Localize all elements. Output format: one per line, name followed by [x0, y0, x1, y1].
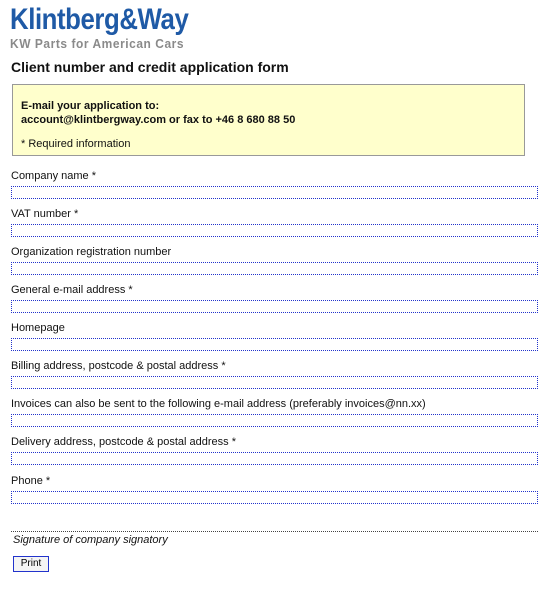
- required-info-note: * Required information: [21, 138, 131, 150]
- vat-number-input[interactable]: [11, 224, 538, 237]
- field-billing-address: [11, 360, 538, 389]
- field-delivery-address: [11, 436, 538, 465]
- general-email-input[interactable]: [11, 300, 538, 313]
- invoice-email-input[interactable]: [11, 414, 538, 427]
- signature-line: [11, 531, 538, 532]
- phone-input[interactable]: [11, 491, 538, 504]
- info-contact-details: account@klintbergway.com or fax to +46 8 680 88 50: [21, 114, 296, 126]
- general-email-label: General e-mail address *: [11, 284, 133, 296]
- field-invoice-email: [11, 398, 538, 427]
- logo-title: Klintberg&Way: [10, 3, 189, 36]
- company-name-input[interactable]: [11, 186, 538, 199]
- field-phone: [11, 475, 538, 504]
- billing-address-label: Billing address, postcode & postal address *: [11, 360, 226, 372]
- homepage-input[interactable]: [11, 338, 538, 351]
- field-general-email: [11, 284, 538, 313]
- org-registration-input[interactable]: [11, 262, 538, 275]
- company-logo: [10, 4, 217, 51]
- field-org-registration: [11, 246, 538, 275]
- homepage-label: Homepage: [11, 322, 65, 334]
- info-box: [12, 84, 525, 156]
- info-email-heading: E-mail your application to:: [21, 100, 160, 112]
- field-vat-number: [11, 208, 538, 237]
- field-company-name: [11, 170, 538, 199]
- org-registration-label: Organization registration number: [11, 246, 172, 258]
- invoice-email-label: Invoices can also be sent to the following e-mail address (preferably invoices@nn.xx): [11, 398, 426, 410]
- signature-label: Signature of company signatory: [13, 534, 168, 546]
- delivery-address-input[interactable]: [11, 452, 538, 465]
- company-name-label: Company name *: [11, 170, 96, 182]
- delivery-address-label: Delivery address, postcode & postal address *: [11, 436, 237, 448]
- logo-subtitle: KW Parts for American Cars: [10, 36, 185, 51]
- billing-address-input[interactable]: [11, 376, 538, 389]
- field-homepage: [11, 322, 538, 351]
- page-title: Client number and credit application form: [11, 59, 289, 75]
- phone-label: Phone *: [11, 475, 51, 487]
- vat-number-label: VAT number *: [11, 208, 79, 220]
- print-button[interactable]: Print: [13, 556, 49, 572]
